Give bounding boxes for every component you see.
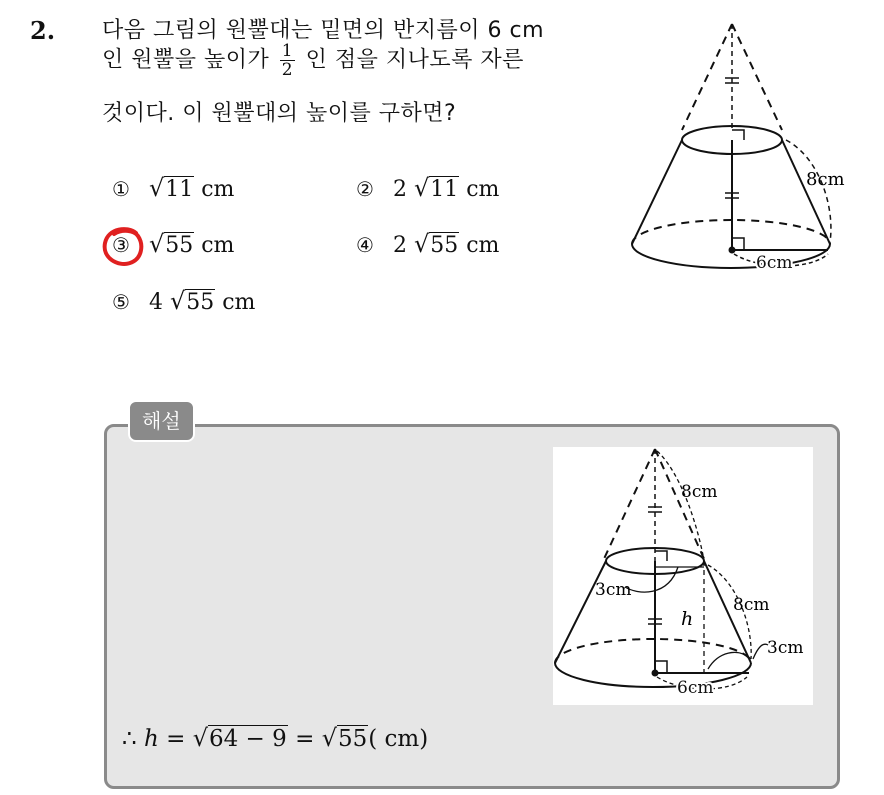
offset-pointer-tail xyxy=(753,644,768,659)
sqrt-icon: √ xyxy=(413,174,430,202)
fraction-one-half xyxy=(280,42,295,79)
choice-3-mark: ③ xyxy=(112,233,130,257)
sqrt-icon: √ xyxy=(169,287,186,315)
top-slant-label: 8cm xyxy=(681,482,718,502)
choice-4-radicand: 55 xyxy=(430,233,459,258)
choice-1-mark: ① xyxy=(112,177,130,201)
therefore-symbol: ∴ xyxy=(122,726,137,752)
choice-3-radicand: 55 xyxy=(165,233,194,258)
apex-left-dashed-line xyxy=(682,24,732,130)
offset-pointer xyxy=(708,652,751,669)
choice-5[interactable] xyxy=(112,287,255,315)
choice-2[interactable] xyxy=(356,174,499,202)
apex-right-dashed-line xyxy=(655,449,705,561)
choice-2-radicand: 11 xyxy=(430,177,459,202)
choice-5-unit: cm xyxy=(222,290,256,315)
choice-1-unit: cm xyxy=(201,177,235,202)
choice-3-unit: cm xyxy=(201,233,235,258)
solution-tag: 해설 xyxy=(128,400,195,442)
choice-4-mark: ④ xyxy=(356,233,374,257)
equation-equals-1: = xyxy=(158,726,193,752)
slant-label: 8cm xyxy=(733,595,770,615)
choice-2-unit: cm xyxy=(466,177,500,202)
equation-unit: ( cm) xyxy=(368,726,429,752)
slant-dimension-curve xyxy=(786,140,831,242)
solution-equation xyxy=(122,724,428,752)
center-point xyxy=(652,670,659,677)
bottom-ellipse-back xyxy=(555,639,751,663)
apex-left-dashed-line xyxy=(603,449,655,561)
center-point xyxy=(729,247,736,254)
choice-1[interactable] xyxy=(112,174,234,202)
equation-equals-2: = xyxy=(287,726,322,752)
apex-right-dashed-line xyxy=(732,24,782,130)
offset-label: 3cm xyxy=(767,638,804,658)
choice-2-mark: ② xyxy=(356,177,374,201)
question-line-1: 다음 그림의 원뿔대는 밑면의 반지름이 6 cm xyxy=(102,18,545,43)
right-angle-top xyxy=(655,551,667,561)
choice-4[interactable] xyxy=(356,230,499,258)
sqrt-icon: √ xyxy=(148,230,165,258)
choice-1-radicand: 11 xyxy=(165,177,194,202)
choice-5-radicand: 55 xyxy=(186,290,215,315)
solution-figure xyxy=(553,447,813,705)
question-line-3: 것이다. 이 원뿔대의 높이를 구하면? xyxy=(102,101,457,126)
frustum-figure xyxy=(620,18,860,288)
equation-radicand-2: 55 xyxy=(337,726,368,752)
slant-label: 8cm xyxy=(806,169,845,190)
sqrt-icon: √ xyxy=(413,230,430,258)
radius-label: 6cm xyxy=(677,678,714,698)
question-line-2 xyxy=(102,42,524,79)
choice-5-coef: 4 xyxy=(148,290,163,315)
answer-circle-mark xyxy=(100,225,148,269)
sqrt-icon: √ xyxy=(148,174,165,202)
choice-2-coef: 2 xyxy=(392,177,407,202)
sqrt-icon: √ xyxy=(192,724,208,752)
frustum-right-side xyxy=(782,140,830,244)
question-line-2-pre: 인 원뿔을 높이가 xyxy=(102,47,270,73)
equation-variable: h xyxy=(143,726,159,752)
height-variable-label: h xyxy=(681,608,694,630)
fraction-numerator: 1 xyxy=(281,41,294,61)
top-radius-pointer xyxy=(625,567,678,592)
top-radius-label: 3cm xyxy=(595,580,632,600)
sqrt-icon: √ xyxy=(321,724,337,752)
question-number: 2. xyxy=(30,16,56,45)
right-angle-top xyxy=(732,130,744,140)
equation-radicand-1: 64 − 9 xyxy=(208,726,287,752)
choice-4-unit: cm xyxy=(466,233,500,258)
fraction-denominator: 2 xyxy=(281,60,294,80)
question-line-2-post: 인 점을 지나도록 자른 xyxy=(305,47,524,73)
choice-4-coef: 2 xyxy=(392,233,407,258)
choice-5-mark: ⑤ xyxy=(112,290,130,314)
radius-label: 6cm xyxy=(756,253,793,273)
